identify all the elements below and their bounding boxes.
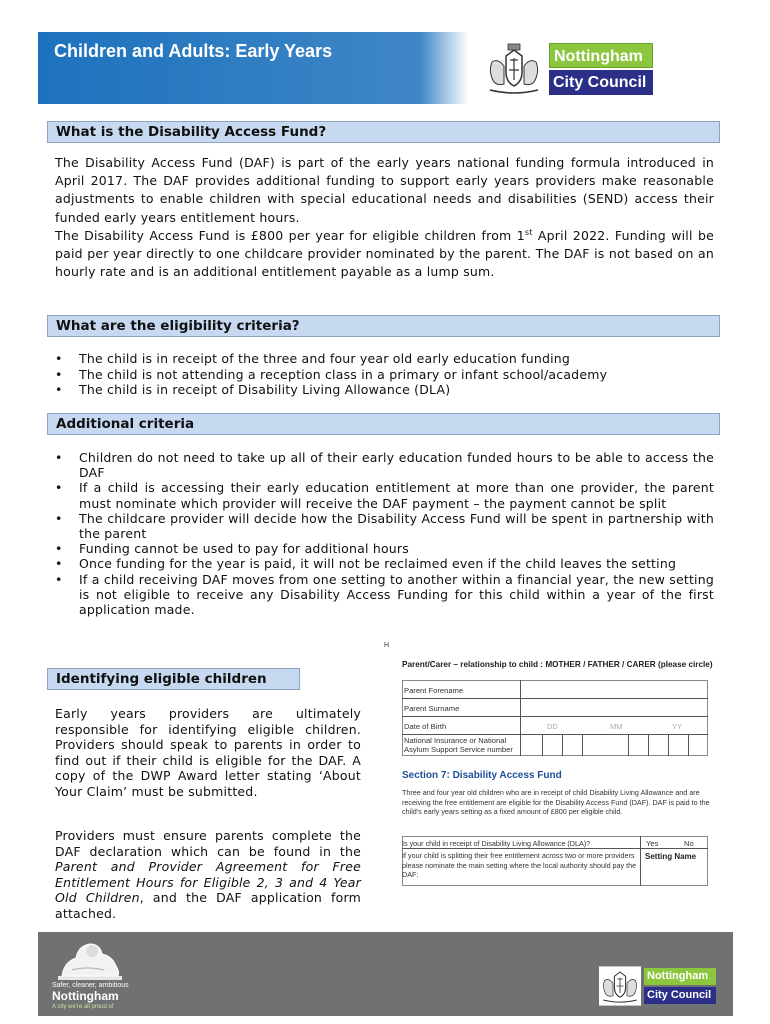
form-ni-box — [688, 734, 689, 756]
footer-logo-bottom: City Council — [644, 987, 716, 1004]
footer-city-name: Nottingham — [52, 989, 119, 1003]
section-heading-additional: Additional criteria — [47, 413, 720, 435]
section-heading-what-is: What is the Disability Access Fund? — [47, 121, 720, 143]
form-row-divider — [402, 698, 708, 699]
additional-criteria-list — [55, 450, 714, 617]
form-row-divider — [402, 734, 708, 735]
list-item: • If a child is accessing their early education entitlement at more than one provider, the parent must nominate which provider will receive the DAF payment – the payment cannot be split — [55, 480, 714, 510]
application-form-excerpt — [384, 642, 722, 896]
form-dob-label: Date of Birth — [404, 722, 447, 731]
list-item: • Funding cannot be used to pay for additional hours — [55, 541, 714, 556]
form-ni-label-2: Asylum Support Service number — [404, 745, 513, 754]
footer-slogan: A city we're all proud of — [52, 1004, 114, 1010]
council-logo-top: Nottingham — [549, 43, 653, 68]
form-dla-question: Is your child in receipt of Disability Living Allowance (DLA)? — [402, 839, 591, 848]
footer-logo-top: Nottingham — [644, 968, 716, 985]
coat-of-arms-icon — [484, 42, 544, 98]
section-heading-eligibility: What are the eligibility criteria? — [47, 315, 720, 337]
list-item: • Children do not need to take up all of their early education funded hours to be able to access the DAF — [55, 450, 714, 480]
page-footer — [38, 932, 733, 1016]
form-section-7-title: Section 7: Disability Access Fund — [402, 770, 562, 781]
council-logo — [549, 43, 653, 95]
identifying-p2-end: , and the DAF application form attached. — [55, 890, 361, 921]
form-col-divider — [520, 680, 521, 756]
form-corner-mark: H — [384, 642, 390, 649]
identifying-p2-em: Parent and Provider Agreement for Free Entitlement Hours for Eligible 2, 3 and 4 Year Old Children — [55, 859, 361, 906]
form-ni-box — [562, 734, 563, 756]
form-dob-mm: MM — [610, 722, 623, 731]
footer-council-logo — [644, 968, 716, 1004]
identifying-paragraph-2 — [55, 828, 361, 922]
eligibility-list — [55, 351, 714, 398]
list-item: • The child is in receipt of Disability Living Allowance (DLA) — [55, 382, 714, 398]
what-is-p2-sup: st — [524, 227, 533, 237]
form-row-divider — [402, 716, 708, 717]
what-is-paragraph-1: The Disability Access Fund (DAF) is part of the early years national funding formula introduced in April 2017. The DAF provides additional funding to support early years providers make reasonable adjustments to enable children with special educational needs and disabilities (SEND) access their funded early years entitlement hours. — [55, 155, 714, 225]
form-yes-label: Yes — [646, 839, 659, 848]
form-ni-box — [648, 734, 649, 756]
form-surname-label: Parent Surname — [404, 704, 460, 713]
form-no-label: No — [684, 839, 694, 848]
what-is-paragraph-2 — [55, 227, 714, 282]
form-dob-dd: DD — [547, 722, 558, 731]
form-setting-name-label: Setting Name — [645, 852, 697, 861]
footer-tagline: Safer, cleaner, ambitious — [52, 982, 129, 989]
form-ni-label-1: National Insurance or National — [404, 736, 507, 745]
form-section-7-description: Three and four year old children who are in receipt of child Disability Living Allowance and are receiving the free entitlement are eligible for the Disability Access Fund (DAF). DAF is paid to the child's early years setting as a fixed amount of £800 per eligible child. — [402, 788, 710, 816]
list-item: • If a child receiving DAF moves from one setting to another within a financial year, the new setting is not eligible to receive any Disability Access Funding for this child within a year of the first application made. — [55, 572, 714, 618]
form-ni-box — [628, 734, 629, 756]
form-forename-label: Parent Forename — [404, 686, 464, 695]
identifying-p2-start: Providers must ensure parents complete the DAF declaration which can be found in the — [55, 828, 361, 859]
form-col-divider — [640, 836, 641, 886]
form-dob-yy: YY — [672, 722, 683, 731]
lion-statue-icon — [52, 936, 128, 982]
form-relationship-label: Parent/Carer – relationship to child : MOTHER / FATHER / CARER (please circle) — [402, 660, 713, 669]
form-ni-box — [542, 734, 543, 756]
list-item: • The childcare provider will decide how the Disability Access Fund will be spent in partnership with the parent — [55, 511, 714, 541]
form-ni-box — [668, 734, 669, 756]
council-logo-bottom: City Council — [549, 70, 653, 95]
section-heading-identifying: Identifying eligible children — [47, 668, 300, 690]
identifying-paragraph-1: Early years providers are ultimately responsible for identifying eligible children. Providers should speak to parents in order to find out if their child is eligible for the DAF. A copy of the DWP Award letter stating ‘About Your Claim’ must be submitted. — [55, 706, 361, 799]
list-item: • The child is in receipt of the three and four year old early education funding — [55, 351, 714, 367]
list-item: • Once funding for the year is paid, it will not be reclaimed even if the child leaves the setting — [55, 556, 714, 571]
page-header — [38, 32, 733, 104]
coat-of-arms-icon — [599, 966, 641, 1006]
what-is-p2-end: April 2022. Funding will be paid per year directly to one childcare provider nominated by the parent. The DAF is not based on an hourly rate and is an additional entitlement payable as a lump sum. — [55, 228, 714, 280]
page-title: Children and Adults: Early Years — [54, 41, 333, 61]
form-ni-box — [582, 734, 583, 756]
form-split-question: If your child is splitting their free entitlement across two or more providers please nominate the main setting where the local authority should pay the DAF: — [402, 851, 637, 879]
what-is-p2-start: The Disability Access Fund is £800 per year for eligible children from 1 — [55, 228, 525, 243]
list-item: • The child is not attending a reception class in a primary or infant school/academy — [55, 367, 714, 383]
